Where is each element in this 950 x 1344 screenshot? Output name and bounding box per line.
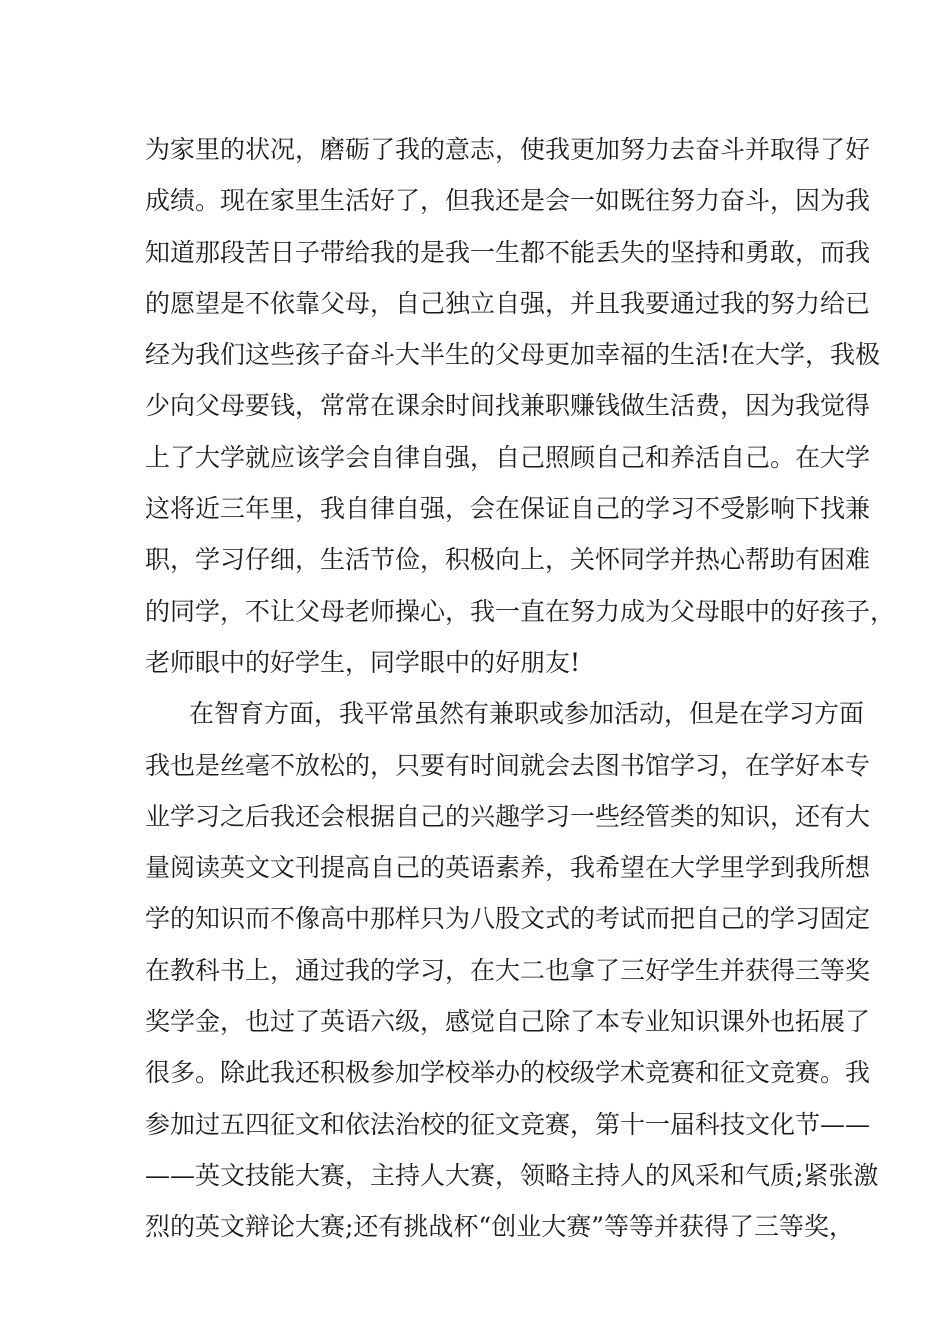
text-line: 学的知识而不像高中那样只为八股文式的考试而把自己的学习固定 (145, 904, 871, 934)
text-line: 烈的英文辩论大赛;还有挑战杯“创业大赛”等等并获得了三等奖， (145, 1212, 854, 1242)
text-line: 很多。除此我还积极参加学校举办的校级学术竞赛和征文竞赛。我 (145, 1058, 871, 1088)
paragraph-start-line: 在智育方面，我平常虽然有兼职或参加活动，但是在学习方面 (189, 699, 865, 729)
body-text (145, 124, 896, 1253)
text-line: 我也是丝毫不放松的，只要有时间就会去图书馆学习，在学好本专 (145, 750, 871, 780)
text-line: 为家里的状况，磨砺了我的意志，使我更加努力去奋斗并取得了好 (145, 135, 871, 164)
text-line: 职，学习仔细，生活节俭，积极向上，关怀同学并热心帮助有困难 (145, 545, 871, 575)
text-line: 在教科书上，通过我的学习，在大二也拿了三好学生并获得三等奖 (145, 955, 871, 985)
text-line: 少向父母要钱，常常在课余时间找兼职赚钱做生活费，因为我觉得 (145, 391, 871, 421)
text-line: 业学习之后我还会根据自己的兴趣学习一些经管类的知识，还有大 (145, 801, 871, 831)
text-line: 量阅读英文文刊提高自己的英语素养，我希望在大学里学到我所想 (145, 853, 871, 883)
text-line: 成绩。现在家里生活好了，但我还是会一如既往努力奋斗，因为我 (145, 186, 871, 216)
text-line: 这将近三年里，我自律自强，会在保证自己的学习不受影响下找兼 (145, 494, 871, 524)
text-line: ——英文技能大赛，主持人大赛，领略主持人的风采和气质;紧张激 (145, 1160, 879, 1190)
text-line: 的同学，不让父母老师操心，我一直在努力成为父母眼中的好孩子， (145, 596, 896, 626)
text-line: 奖学金，也过了英语六级，感觉自己除了本专业知识课外也拓展了 (145, 1007, 871, 1037)
text-line: 参加过五四征文和依法治校的征文竞赛，第十一届科技文化节—— (145, 1109, 871, 1139)
text-line: 知道那段苦日子带给我的是我一生都不能丢失的坚持和勇敢，而我 (145, 237, 871, 267)
text-line: 老师眼中的好学生，同学眼中的好朋友! (145, 647, 581, 677)
text-line: 的愿望是不依靠父母，自己独立自强，并且我要通过我的努力给已 (145, 288, 871, 318)
text-line: 经为我们这些孩子奋斗大半生的父母更加幸福的生活!在大学，我极 (145, 340, 881, 370)
text-line: 上了大学就应该学会自律自强，自己照顾自己和养活自己。在大学 (145, 442, 871, 472)
